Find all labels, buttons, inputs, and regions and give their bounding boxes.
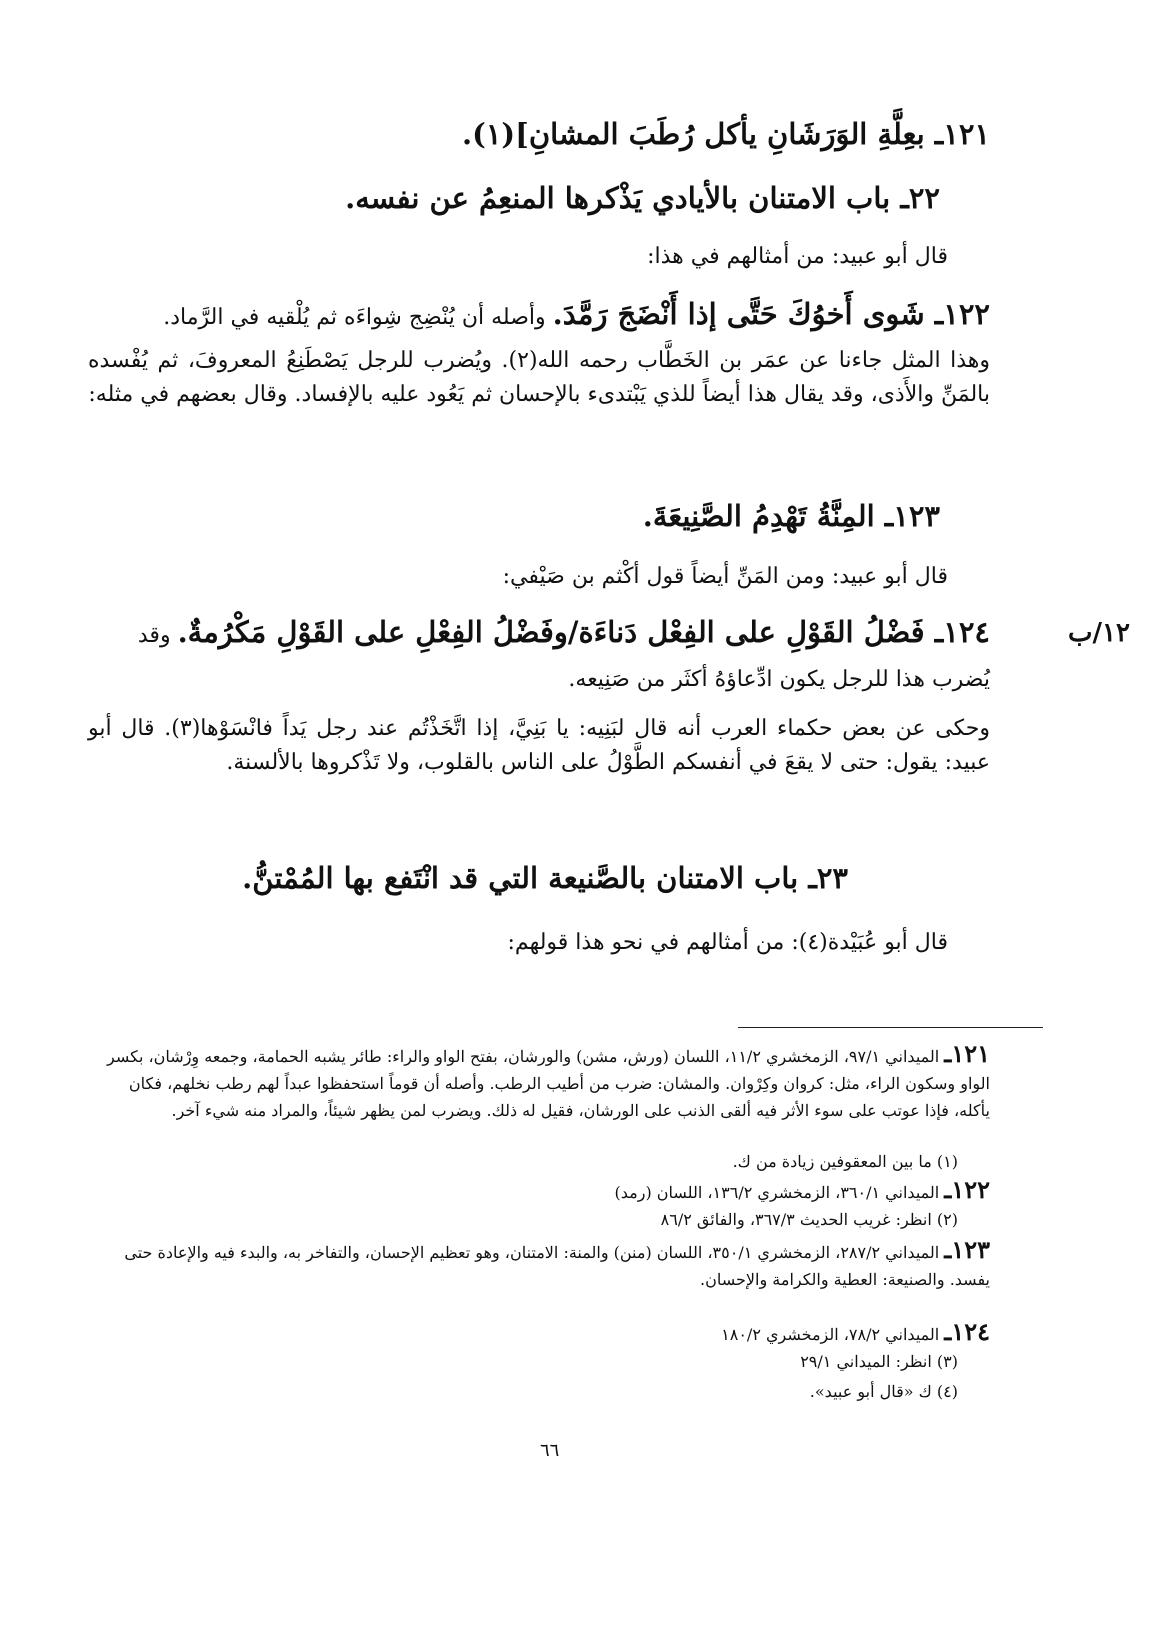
entry-124-commentary: وحكى عن بعض حكماء العرب أنه قال لبَنِيه: يا بَنِيَّ، إذا اتَّخَذْتُم عند رجل يَداً فانْسَوْها(٣). قال أبو عبيد: يقول: حتى لا يقعَ في أنفسكم الطَّوْلُ على الناس بالقلوب، ولا تَذْكروها بالألسنة.: [88, 716, 990, 775]
footnote-123: [88, 1236, 990, 1293]
entry-122-proverb: ١٢٢ـ شَوى أَخوُكَ حَتَّى إذا أَنْضَجَ رَمَّدَ.: [552, 297, 990, 331]
folio-margin-note: ١٢/ب: [1068, 618, 1130, 648]
abu-ubayda-intro-3: قال أبو عُبَيْدة(٤): من أمثالهم في نحو هذا قولهم:: [507, 930, 948, 955]
entry-122: [88, 294, 990, 335]
footnote-124: [88, 1318, 990, 1348]
footnote-122-text: الميداني ٣٦٠/١، الزمخشري ١٣٦/٢، اللسان (رمد): [614, 1183, 945, 1202]
footnote-divider: [738, 1027, 1043, 1028]
note-2: (٢) انظر: غريب الحديث ٣٦٧/٣، والفائق ٨٦/٢: [660, 1210, 958, 1229]
footnote-122: [88, 1176, 990, 1206]
footnote-122-number: ١٢٢ـ: [944, 1175, 990, 1204]
entry-121: ١٢١ـ بعِلَّةِ الوَرَشَانِ يأكل رُطَبَ المشانِ](١).: [462, 117, 990, 151]
note-1: (١) ما بين المعقوفين زيادة من ك.: [732, 1152, 958, 1171]
note-4: (٤) ك «قال أبو عبيد».: [809, 1382, 958, 1401]
footnote-121: [88, 1040, 990, 1124]
entry-124: [88, 612, 990, 703]
chapter-23-heading: ٢٣ـ باب الامتنان بالصَّنيعة التي قد انْتَفع بها المُمْتنُّ.: [242, 861, 848, 895]
entry-123: ١٢٣ـ المِنَّةُ تَهْدِمُ الصَّنِيعَةَ.: [642, 499, 940, 533]
abu-ubayd-intro-1: قال أبو عبيد: من أمثالهم في هذا:: [647, 244, 948, 269]
footnote-123-number: ١٢٣ـ: [944, 1235, 990, 1264]
entry-124-explanation: وقد يُضرب هذا للرجل يكون ادِّعاؤهُ أكثَر من صَنِيعه.: [137, 623, 990, 692]
chapter-22-heading: ٢٢ـ باب الامتنان بالأيادي يَذْكرها المنعِمُ عن نفسه.: [345, 181, 940, 215]
abu-ubayd-intro-2: قال أبو عبيد: ومن المَنِّ أيضاً قول أكْثم بن صَيْفي:: [502, 564, 948, 589]
entry-122-explanation: وأصله أن يُنْضِج شِواءَه ثم يُلْقيه في الرَّماد.: [163, 305, 553, 330]
entry-124-proverb: ١٢٤ـ فَضْلُ القَوْلِ على الفِعْل دَناءَة/وفَضْلُ الفِعْلِ على القَوْلِ مَكْرُمةٌ.: [177, 615, 990, 649]
page-number: ٦٦: [540, 1440, 560, 1461]
note-3: (٣) انظر: الميداني ٢٩/١: [800, 1352, 958, 1371]
footnote-123-text: الميداني ٢٨٧/٢، الزمخشري ٣٥٠/١، اللسان (منن) والمنة: الامتنان، وهو تعظيم الإحسان، والتفاخر به، والبدء فيه والإعادة حتى يفسد. والصنيعة: العطية والكرامة والإحسان.: [124, 1243, 990, 1289]
footnote-121-text: الميداني ٩٧/١، الزمخشري ١١/٢، اللسان (ورش، مشن) والورشان، بفتح الواو والراء: طائر يشبه الحمامة، وجمعه وِرْشان، بكسر الواو وسكون الراء، مثل: كروان وكِرْوان. والمشان: ضرب من أطيب الرطب. وأصله أن قوماً استحفظوا عبداً لهم رطب نخلهم، فكان يأكله، فإذا عوتب على سوء الأثر فيه ألقى الذنب على الورشان، فقيل له ذلك. ويضرب لمن يظهر شيئاً، والمراد منه شيء آخر.: [107, 1047, 990, 1120]
entry-122-commentary: وهذا المثل جاءنا عن عمَر بن الخَطَّاب رحمه الله(٢). ويُضرب للرجل يَصْطَنِعُ المعروفَ، ثم يُفْسده بالمَنِّ والأَذى، وقد يقال هذا أيضاً للذي يَبْتدىء بالإحسان ثم يَعُود عليه بالإفساد. وقال بعضهم في مثله:: [88, 348, 990, 407]
footnote-124-text: الميداني ٧٨/٢، الزمخشري ١٨٠/٢: [721, 1325, 945, 1344]
footnote-121-number: ١٢١ـ: [944, 1039, 990, 1068]
footnote-124-number: ١٢٤ـ: [944, 1317, 990, 1346]
